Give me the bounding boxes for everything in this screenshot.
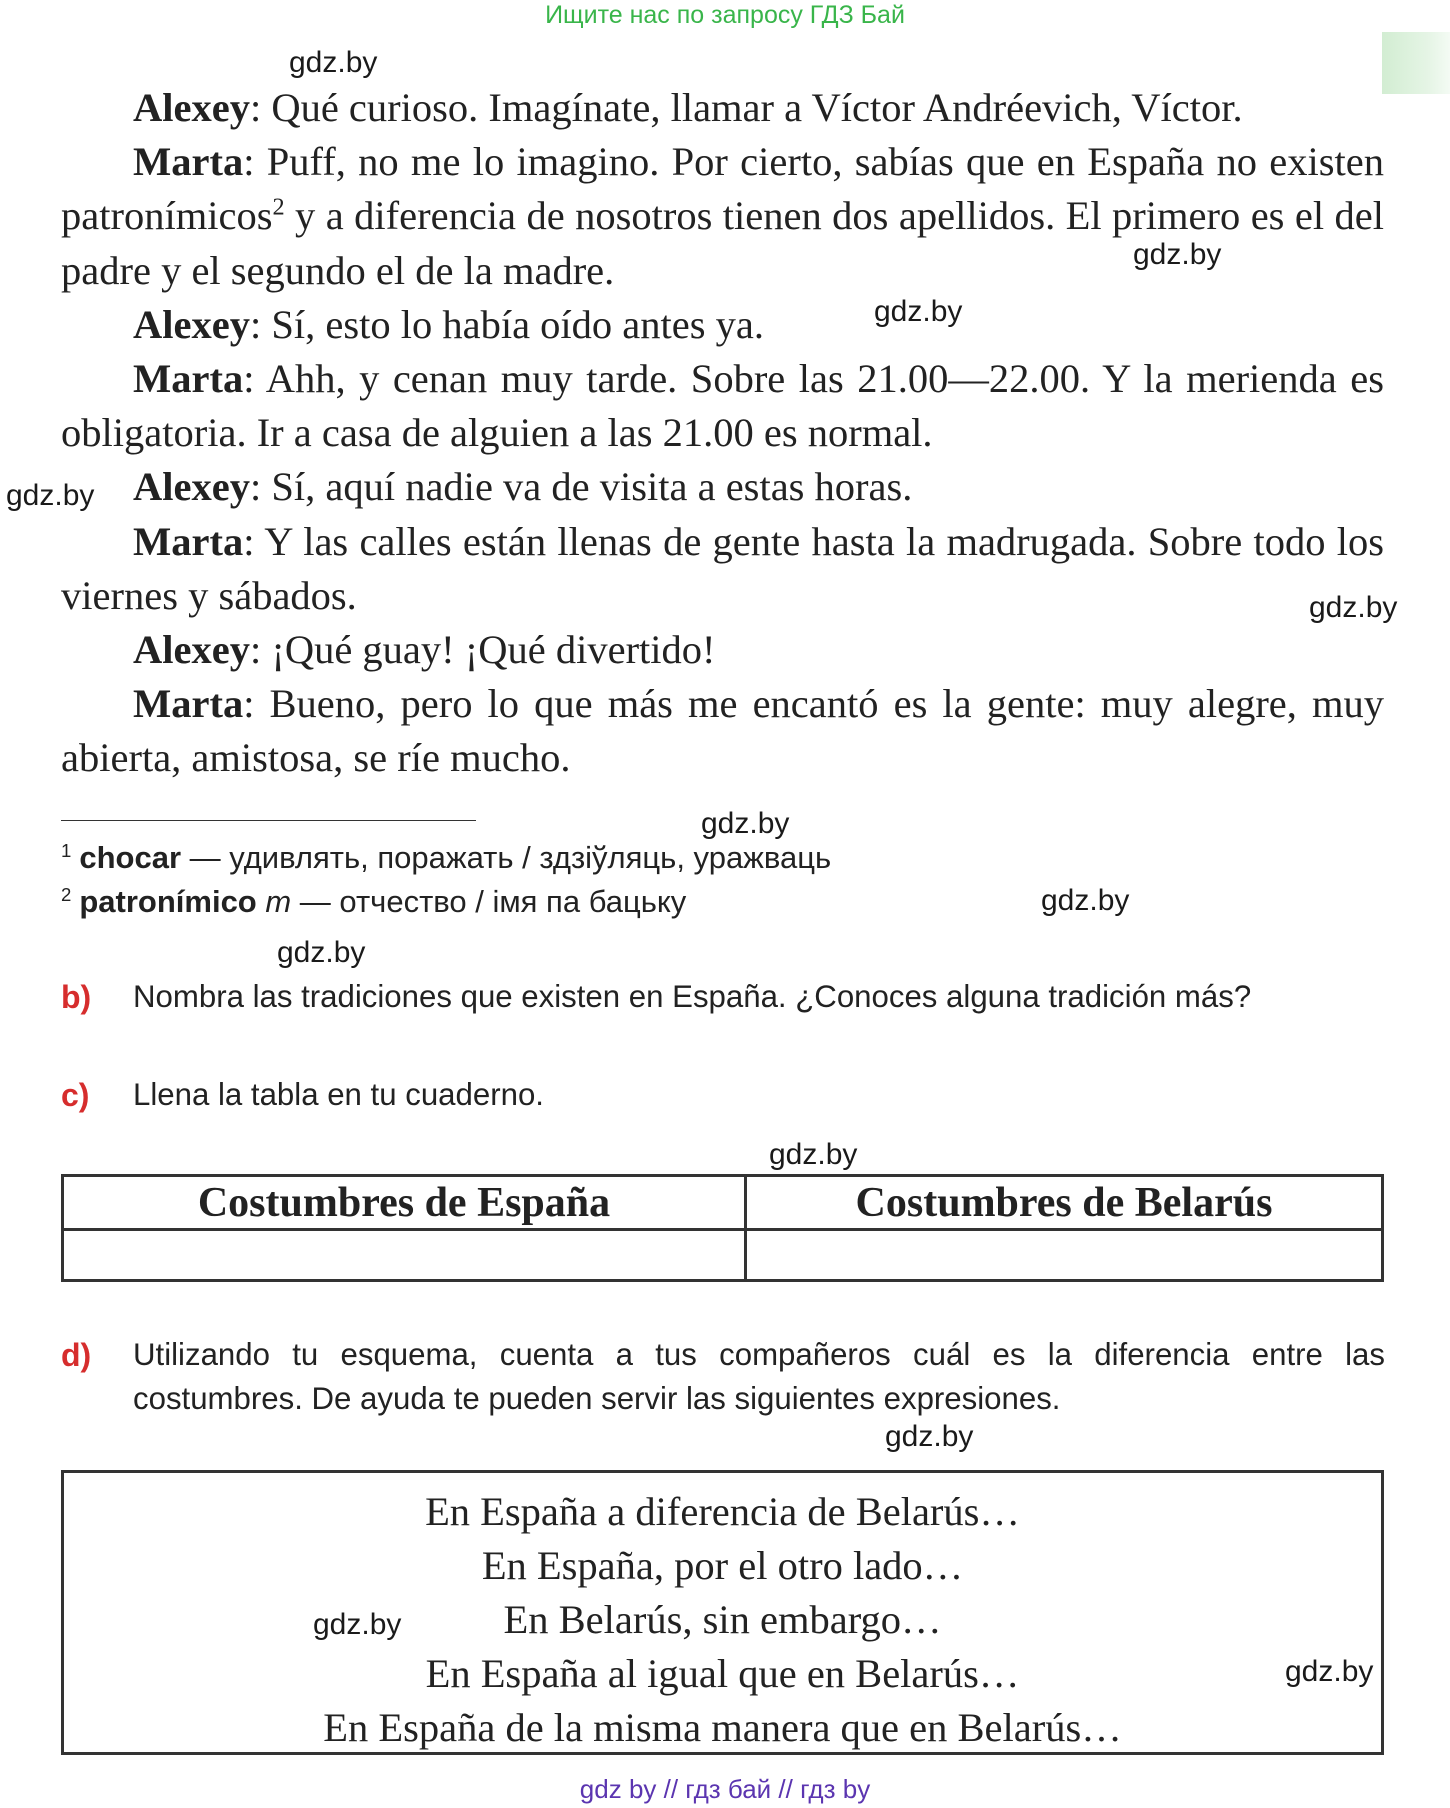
task-d-letter: d) [61, 1337, 92, 1373]
table-cell-spain [64, 1231, 747, 1279]
speaker-name: Alexey [133, 627, 250, 673]
line-text: : Ahh, y cenan muy tarde. Sobre las 21.00—22.00. Y la merienda es obligatoria. Ir a casa de alguien a las 21.00 es normal. [61, 356, 1384, 456]
line-text: : Sí, aquí nadie va de visita a estas horas. [249, 464, 913, 510]
watermark: gdz.by [1041, 884, 1130, 917]
line-text: : Puff, no me lo imagino. Por cierto, sabías que en España no existen patronímicos [61, 139, 1384, 239]
watermark: gdz.by [769, 1138, 858, 1171]
watermark: gdz.by [1285, 1655, 1374, 1688]
watermark: gdz.by [874, 295, 963, 328]
footnote-term: chocar [79, 840, 182, 875]
footer-links[interactable]: gdz by // гдз бай // гдз by [579, 1774, 871, 1804]
table-header-belarus: Costumbres de Belarús [747, 1177, 1381, 1231]
dialogue-line [61, 677, 1384, 785]
dialogue-line [61, 81, 1384, 135]
customs-table [61, 1174, 1384, 1282]
speaker-name: Alexey [133, 85, 250, 130]
speaker-name: Alexey [133, 464, 250, 510]
line-text: : Qué curioso. Imagínate, llamar a Víctor Andréevich, Víctor. [249, 85, 1243, 130]
line-text: : Bueno, pero lo que más me encantó es la gente: muy alegre, muy abierta, amistosa, se ríe mucho. [61, 681, 1384, 781]
task-b-text: Nombra las tradiciones que existen en España. ¿Conoces alguna tradición más? [133, 979, 1252, 1014]
task-d-text: Utilizando tu esquema, cuenta a tus compañeros cuál es la diferencia entre las costumbres. De ayuda te pueden servir las siguientes expresiones. [133, 1337, 1385, 1416]
footnote-translation: — удивлять, поражать / здзіўляць, уражваць [181, 840, 832, 875]
speaker-name: Marta [133, 681, 244, 727]
speaker-name: Marta [133, 139, 244, 185]
task-b-letter: b) [61, 979, 92, 1015]
dialogue-line [61, 352, 1384, 460]
footnote-gender: m [256, 884, 292, 919]
footnote-ref: 2 [272, 193, 285, 221]
speaker-name: Marta [133, 518, 244, 564]
footnote-1 [61, 838, 1261, 878]
line-text: : Y las calles están llenas de gente hasta la madrugada. Sobre todo los viernes y sábados. [61, 518, 1384, 618]
watermark: gdz.by [701, 807, 790, 840]
expression-line: En España al igual que en Belarús… [425, 1651, 1020, 1696]
expression-line: En España a diferencia de Belarús… [425, 1489, 1020, 1534]
task-c-text: Llena la tabla en tu cuaderno. [133, 1077, 544, 1112]
line-text: : Sí, esto lo había oído antes ya. [249, 301, 764, 347]
task-c-letter: c) [61, 1077, 90, 1113]
table-cell-belarus [747, 1231, 1381, 1279]
line-text: : ¡Qué guay! ¡Qué divertido! [249, 627, 716, 673]
footnote-number: 1 [61, 839, 72, 861]
line-text: y a diferencia de nosotros tienen dos apellidos. El primero es el del padre y el segundo el de la madre. [61, 193, 1384, 293]
expression-line: En España de la misma manera que en Belarús… [323, 1705, 1122, 1750]
footnote-divider [61, 820, 476, 821]
table-header-spain: Costumbres de España [64, 1177, 747, 1231]
watermark: gdz.by [289, 46, 378, 79]
speaker-name: Marta [133, 356, 244, 402]
expression-line: En Belarús, sin embargo… [503, 1597, 942, 1642]
footnote-term: patronímico [79, 884, 257, 919]
footnote-translation: — отчество / імя па бацьку [291, 884, 687, 919]
watermark: gdz.by [277, 936, 366, 969]
watermark: gdz.by [1133, 238, 1222, 271]
footnote-number: 2 [61, 883, 72, 905]
dialogue-text [61, 81, 1384, 786]
dialogue-line [61, 298, 1384, 352]
dialogue-line [61, 623, 1384, 677]
speaker-name: Alexey [133, 301, 250, 347]
dialogue-line [61, 460, 1384, 514]
watermark: gdz.by [1309, 591, 1398, 624]
footnote-2 [61, 882, 1261, 922]
dialogue-line [61, 135, 1384, 298]
page-corner-tab [1382, 32, 1450, 94]
expression-line: En España, por el otro lado… [481, 1543, 964, 1588]
watermark: gdz.by [885, 1420, 974, 1453]
watermark: gdz.by [313, 1608, 402, 1641]
dialogue-line [61, 515, 1384, 623]
search-hint-banner: Ищите нас по запросу ГДЗ Бай [545, 1, 905, 29]
watermark: gdz.by [6, 479, 95, 512]
expressions-box [61, 1470, 1384, 1755]
